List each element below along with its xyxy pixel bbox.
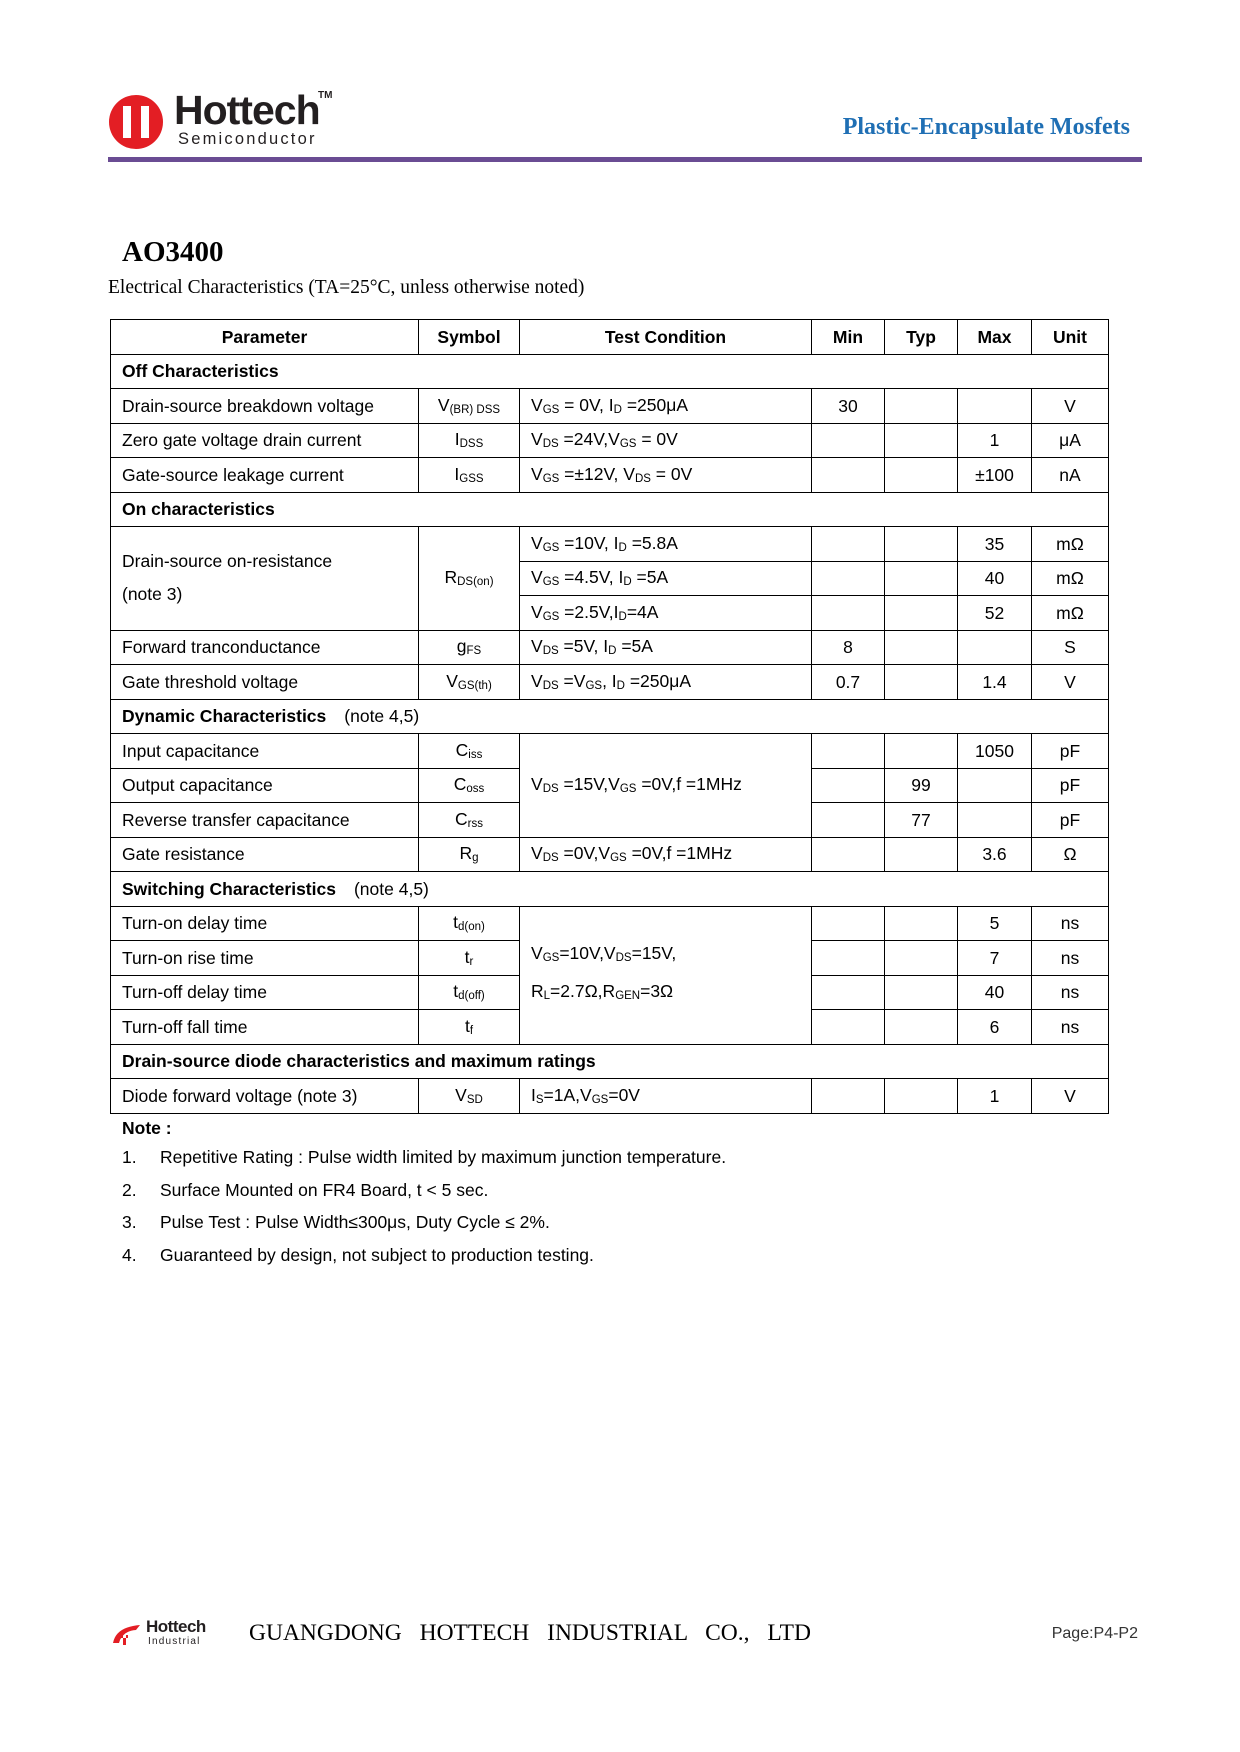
- symbol-cell: $t_r$: [419, 941, 520, 976]
- max-cell: 1: [958, 423, 1032, 458]
- condition-cell: $V_{GS} =2.5V,I_D=4A$: [520, 596, 812, 631]
- electrical-characteristics-table: [110, 319, 1109, 1114]
- header-max: Max: [958, 320, 1032, 355]
- max-cell: ±100: [958, 458, 1032, 493]
- unit-cell: pF: [1032, 803, 1109, 838]
- header-symbol: Symbol: [419, 320, 520, 355]
- note-item: [122, 1147, 727, 1180]
- symbol-cell: $t_f$: [419, 1010, 520, 1045]
- section-title-off: Off Characteristics: [111, 354, 1109, 389]
- table-row: [111, 630, 1109, 665]
- section-row: [111, 872, 1109, 907]
- min-cell: [812, 561, 885, 596]
- typ-cell: [885, 906, 958, 941]
- condition-cell: $I_S=1A,V_{GS}=0V$: [520, 1079, 812, 1114]
- symbol-cell: $t_{d(on)}$: [419, 906, 520, 941]
- note-item: [122, 1244, 594, 1278]
- max-cell: [958, 389, 1032, 424]
- logo-name: Hottech: [174, 87, 320, 133]
- note-item: [122, 1212, 550, 1245]
- typ-cell: [885, 423, 958, 458]
- logo-subtitle: Semiconductor: [178, 130, 317, 148]
- min-cell: [812, 527, 885, 562]
- param-cell: Reverse transfer capacitance: [111, 803, 419, 838]
- min-cell: 30: [812, 389, 885, 424]
- notes-title: Note :: [122, 1118, 172, 1138]
- condition-cell: $V_{GS}=10V,V_{DS}=15V$, $R_L=2.7\Omega,R_{GEN}=3\Omega$: [520, 906, 812, 1044]
- param-cell: Gate-source leakage current: [111, 458, 419, 493]
- condition-cell: $V_{DS} =15V,V_{GS} =0V,f =1MHz$: [520, 734, 812, 838]
- note-number: 3.: [122, 1212, 137, 1232]
- part-number: AO3400: [122, 236, 224, 268]
- typ-cell: [885, 941, 958, 976]
- unit-cell: pF: [1032, 768, 1109, 803]
- min-cell: [812, 423, 885, 458]
- min-cell: [812, 596, 885, 631]
- max-cell: 1.4: [958, 665, 1032, 700]
- logo-trademark: TM: [318, 90, 333, 101]
- section-title-switching: [111, 872, 1109, 907]
- typ-cell: 77: [885, 803, 958, 838]
- footer-logo: [110, 1617, 210, 1649]
- unit-cell: nA: [1032, 458, 1109, 493]
- table-row: [111, 734, 1109, 769]
- min-cell: [812, 975, 885, 1010]
- param-cell: Diode forward voltage (note 3): [111, 1079, 419, 1114]
- param-cell: Gate threshold voltage: [111, 665, 419, 700]
- max-cell: 1050: [958, 734, 1032, 769]
- typ-cell: [885, 734, 958, 769]
- unit-cell: mΩ: [1032, 596, 1109, 631]
- typ-cell: [885, 458, 958, 493]
- table-row: [111, 458, 1109, 493]
- param-cell-rds: [111, 527, 419, 631]
- min-cell: [812, 803, 885, 838]
- max-cell: [958, 768, 1032, 803]
- typ-cell: 99: [885, 768, 958, 803]
- typ-cell: [885, 975, 958, 1010]
- min-cell: [812, 1079, 885, 1114]
- note-item: [122, 1179, 489, 1213]
- min-cell: [812, 458, 885, 493]
- unit-cell: ns: [1032, 1010, 1109, 1045]
- unit-cell: V: [1032, 1079, 1109, 1114]
- header-unit: Unit: [1032, 320, 1109, 355]
- typ-cell: [885, 596, 958, 631]
- param-cell: Output capacitance: [111, 768, 419, 803]
- symbol-cell: $R_{DS(on)}$: [419, 527, 520, 631]
- typ-cell: [885, 389, 958, 424]
- header-condition: Test Condition: [520, 320, 812, 355]
- section-row: [111, 1044, 1109, 1079]
- table-caption: Electrical Characteristics (TA=25°C, unless otherwise noted): [108, 277, 585, 298]
- min-cell: [812, 1010, 885, 1045]
- unit-cell: V: [1032, 665, 1109, 700]
- max-cell: 6: [958, 1010, 1032, 1045]
- min-cell: [812, 906, 885, 941]
- section-title-diode: Drain-source diode characteristics and maximum ratings: [111, 1044, 1109, 1079]
- header-parameter: Parameter: [111, 320, 419, 355]
- section-title-on: On characteristics: [111, 492, 1109, 527]
- header-typ: Typ: [885, 320, 958, 355]
- condition-cell: $V_{GS} =\pm 12V$, $V_{DS} = 0V$: [520, 458, 812, 493]
- unit-cell: ns: [1032, 906, 1109, 941]
- section-row: [111, 699, 1109, 734]
- hottech-logo-icon: [108, 94, 164, 150]
- table-row: [111, 906, 1109, 941]
- symbol-cell: $C_{iss}$: [419, 734, 520, 769]
- symbol-cell: $I_{DSS}$: [419, 423, 520, 458]
- note-number: 4.: [122, 1244, 137, 1265]
- param-cell: Drain-source breakdown voltage: [111, 389, 419, 424]
- footer-company: GUANGDONG HOTTECH INDUSTRIAL CO., LTD: [249, 1620, 811, 1646]
- min-cell: 0.7: [812, 665, 885, 700]
- max-cell: 40: [958, 561, 1032, 596]
- footer-logo-subtitle: Industrial: [148, 1636, 201, 1647]
- unit-cell: ns: [1032, 975, 1109, 1010]
- param-cell: Input capacitance: [111, 734, 419, 769]
- rds-note: (note 3): [122, 584, 183, 605]
- param-cell: Turn-on rise time: [111, 941, 419, 976]
- note-text: Pulse Test : Pulse Width≤300μs, Duty Cycle ≤ 2%.: [160, 1212, 550, 1232]
- dynamic-note: (note 4,5): [344, 706, 420, 727]
- param-cell: Turn-off fall time: [111, 1010, 419, 1045]
- typ-cell: [885, 561, 958, 596]
- unit-cell: Ω: [1032, 837, 1109, 872]
- param-cell: Forward tranconductance: [111, 630, 419, 665]
- header-min: Min: [812, 320, 885, 355]
- max-cell: 7: [958, 941, 1032, 976]
- table-row: [111, 527, 1109, 562]
- unit-cell: mΩ: [1032, 561, 1109, 596]
- typ-cell: [885, 527, 958, 562]
- symbol-cell: $V_{SD}$: [419, 1079, 520, 1114]
- max-cell: [958, 630, 1032, 665]
- dynamic-title: Dynamic Characteristics: [122, 706, 327, 727]
- section-row: [111, 354, 1109, 389]
- max-cell: 3.6: [958, 837, 1032, 872]
- unit-cell: mΩ: [1032, 527, 1109, 562]
- max-cell: 52: [958, 596, 1032, 631]
- switching-note: (note 4,5): [353, 878, 429, 899]
- min-cell: [812, 837, 885, 872]
- param-cell: Turn-on delay time: [111, 906, 419, 941]
- typ-cell: [885, 630, 958, 665]
- symbol-cell: $R_g$: [419, 837, 520, 872]
- symbol-cell: $V_{(BR) DSS}$: [419, 389, 520, 424]
- symbol-cell: $I_{GSS}$: [419, 458, 520, 493]
- condition-cell: $V_{DS} =24V,V_{GS} = 0V$: [520, 423, 812, 458]
- min-cell: [812, 941, 885, 976]
- table-row: [111, 665, 1109, 700]
- header-title: Plastic-Encapsulate Mosfets: [842, 114, 1130, 140]
- note-number: 2.: [122, 1179, 137, 1200]
- section-title-dynamic: [111, 699, 1109, 734]
- unit-cell: S: [1032, 630, 1109, 665]
- param-cell: Gate resistance: [111, 837, 419, 872]
- condition-cell: $V_{GS} =10V$, $I_D =5.8A$: [520, 527, 812, 562]
- param-cell: Turn-off delay time: [111, 975, 419, 1010]
- note-text: Repetitive Rating : Pulse width limited by maximum junction temperature.: [160, 1147, 727, 1167]
- param-cell: Zero gate voltage drain current: [111, 423, 419, 458]
- min-cell: [812, 768, 885, 803]
- footer-logo-name: Hottech: [146, 1617, 206, 1636]
- table-row: [111, 389, 1109, 424]
- symbol-cell: $C_{oss}$: [419, 768, 520, 803]
- note-text: Surface Mounted on FR4 Board, t < 5 sec.: [160, 1179, 489, 1200]
- typ-cell: [885, 837, 958, 872]
- condition-cell: $V_{GS} =4.5V$, $I_D =5A$: [520, 561, 812, 596]
- typ-cell: [885, 1010, 958, 1045]
- notes-section: [122, 1118, 727, 1277]
- symbol-cell: $t_{d(off)}$: [419, 975, 520, 1010]
- condition-cell: $V_{DS} =0V,V_{GS} =0V,f =1MHz$: [520, 837, 812, 872]
- symbol-cell: $g_{FS}$: [419, 630, 520, 665]
- switching-title: Switching Characteristics: [122, 878, 336, 899]
- condition-cell: $V_{DS} =5V$, $I_D =5A$: [520, 630, 812, 665]
- header-divider: [108, 157, 1142, 162]
- max-cell: 40: [958, 975, 1032, 1010]
- rds-param: Drain-source on-resistance: [122, 551, 333, 572]
- company-logo: [108, 87, 348, 152]
- table-header-row: [111, 320, 1109, 355]
- table-row: [111, 423, 1109, 458]
- page-number: Page:P4-P2: [1051, 1625, 1138, 1642]
- max-cell: 1: [958, 1079, 1032, 1114]
- typ-cell: [885, 1079, 958, 1114]
- condition-cell: $V_{GS} = 0V$, $I_D =250\mu A$: [520, 389, 812, 424]
- max-cell: 5: [958, 906, 1032, 941]
- typ-cell: [885, 665, 958, 700]
- table-row: [111, 837, 1109, 872]
- condition-cell: $V_{DS} =V_{GS}$, $I_D =250\mu A$: [520, 665, 812, 700]
- min-cell: 8: [812, 630, 885, 665]
- symbol-cell: $V_{GS(th)}$: [419, 665, 520, 700]
- unit-cell: V: [1032, 389, 1109, 424]
- min-cell: [812, 734, 885, 769]
- note-text: Guaranteed by design, not subject to production testing.: [160, 1244, 594, 1265]
- max-cell: [958, 803, 1032, 838]
- unit-cell: pF: [1032, 734, 1109, 769]
- symbol-cell: $C_{rss}$: [419, 803, 520, 838]
- note-number: 1.: [122, 1147, 137, 1167]
- unit-cell: μA: [1032, 423, 1109, 458]
- section-row: [111, 492, 1109, 527]
- max-cell: 35: [958, 527, 1032, 562]
- unit-cell: ns: [1032, 941, 1109, 976]
- hottech-industrial-logo-icon: [110, 1621, 144, 1647]
- table-row: [111, 1079, 1109, 1114]
